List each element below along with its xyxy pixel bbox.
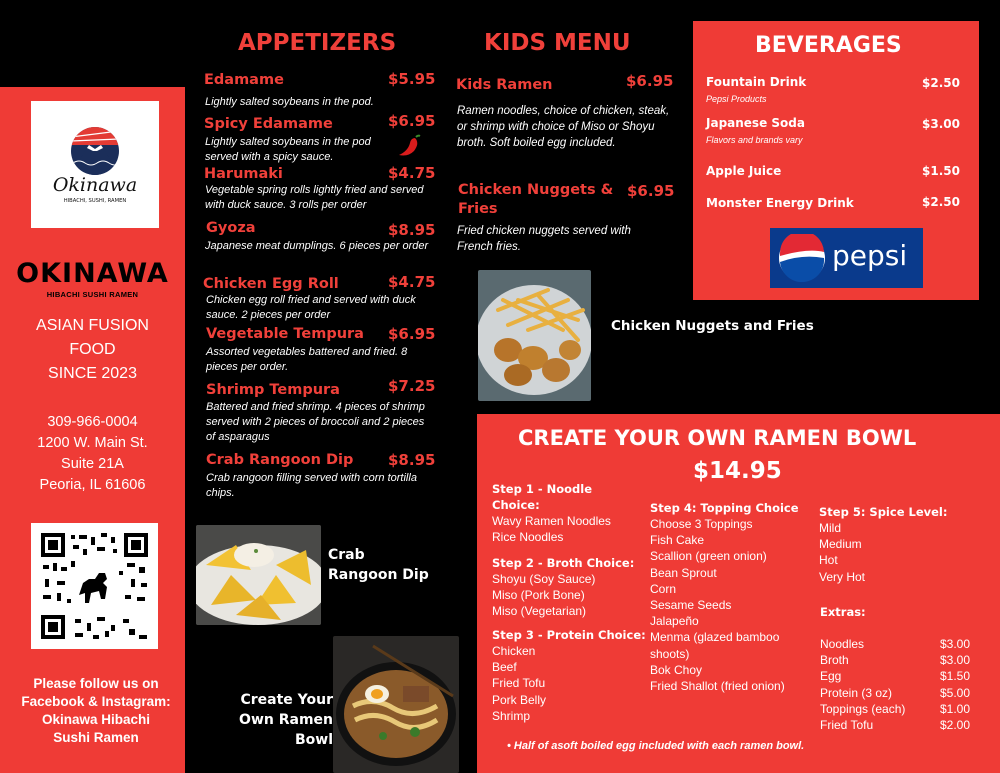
svg-text:HIBACHI, SUSHI, RAMEN: HIBACHI, SUSHI, RAMEN (63, 198, 127, 204)
option-item: Bok Choy (650, 662, 703, 677)
option-item: Sesame Seeds (650, 598, 732, 613)
menu-item-desc: Lightly salted soybeans in the pod served with a spicy sauce. (205, 136, 371, 163)
option-item: Corn (650, 581, 677, 596)
phone-number[interactable]: 309-966-0004 (47, 414, 138, 430)
step-title: Step 5: Spice Level: (819, 505, 948, 519)
beverage-name: Apple Juice (706, 164, 782, 178)
option-item: Very Hot (819, 569, 866, 584)
option-item: Miso (Vegetarian) (492, 604, 587, 619)
menu-item-price: $5.95 (388, 70, 436, 88)
pepsi-wordmark: pepsi (832, 239, 908, 272)
social-follow-text: Please follow us on Facebook & Instagram: Okinawa Hibachi Sushi Ramen (21, 676, 171, 745)
crab-rangoon-image (196, 525, 321, 625)
ramen-bowl-caption: Create Your Own Ramen Bowl (239, 692, 333, 748)
menu-item-name: Chicken Nuggets & Fries (458, 182, 614, 217)
menu-item-desc: Japanese meat dumplings. 6 pieces per order (205, 240, 429, 252)
option-item: Miso (Pork Bone) (492, 588, 585, 603)
extra-row: Toppings (each) $1.00 (820, 701, 970, 716)
pepsi-globe-icon (778, 234, 826, 282)
ramen-bowl-photo (333, 636, 459, 773)
crab-rangoon-photo (196, 525, 321, 625)
step-title: Step 1 - Noodle Choice: (492, 482, 592, 512)
menu-item-name: Shrimp Tempura (206, 382, 340, 398)
logo-icon (31, 101, 159, 228)
menu-item-desc: Vegetable spring rolls lightly fried and served with duck sauce. 3 rolls per order (205, 184, 424, 211)
option-item: Bean Sprout (650, 565, 717, 580)
menu-item-price: $6.95 (388, 325, 436, 343)
menu-item-price: $6.95 (627, 182, 675, 200)
menu-item-price: $6.95 (626, 72, 674, 90)
extra-row: Protein (3 oz) $5.00 (820, 685, 970, 700)
option-item: Choose 3 Toppings (650, 517, 753, 531)
beverages-title: BEVERAGES (755, 33, 902, 58)
extras-title: Extras: (820, 605, 866, 619)
menu-item-desc: Lightly salted soybeans in the pod. (205, 96, 374, 108)
beverage-note: Flavors and brands vary (706, 135, 803, 145)
extras-list (820, 636, 970, 733)
svg-text:Okinawa: Okinawa (52, 174, 138, 196)
step-5-spice (819, 504, 989, 585)
address-line: Suite 21A (61, 456, 124, 472)
brand-name: OKINAWA (16, 258, 169, 289)
option-item: Medium (819, 537, 862, 552)
option-item: Wavy Ramen Noodles (492, 514, 611, 528)
extra-row: Noodles $3.00 (820, 637, 970, 651)
menu-item-price: $6.95 (388, 112, 436, 130)
option-item: Fried Tofu (492, 676, 546, 691)
bullet-icon: • (507, 740, 514, 752)
option-item: Fish Cake (650, 533, 705, 548)
appetizers-title: APPETIZERS (238, 30, 397, 56)
chicken-nuggets-photo (478, 270, 591, 401)
extra-row: Fried Tofu $2.00 (820, 718, 970, 733)
menu-item-price: $8.95 (388, 221, 436, 239)
menu-item-desc: Battered and fried shrimp. 4 pieces of shrimp served with 2 pieces of broccoli and 2 pieces of asparagus (206, 401, 425, 443)
menu-item-desc: Fried chicken nuggets served with French fries. (457, 225, 631, 253)
menu-item-price: $4.75 (388, 273, 436, 291)
brand-subtitle: HIBACHI SUSHI RAMEN (46, 290, 139, 299)
menu-item-name: Kids Ramen (456, 77, 553, 93)
restaurant-logo (31, 101, 159, 228)
option-item: Pork Belly (492, 692, 547, 707)
beverage-name: Fountain Drink (706, 75, 807, 89)
menu-item-desc: Chicken egg roll fried and served with duck sauce. 2 pieces per order (206, 294, 416, 321)
option-item: Menma (glazed bamboo (650, 630, 780, 645)
menu-item-name: Harumaki (204, 166, 283, 182)
beverage-name: Monster Energy Drink (706, 196, 854, 210)
beverage-note: Pepsi Products (706, 94, 767, 104)
step-title: Step 4: Topping Choice (650, 501, 799, 515)
beverage-price: $1.50 (922, 164, 960, 178)
menu-item-name: Vegetable Tempura (206, 326, 364, 342)
option-item: Jalapeño (650, 614, 699, 629)
menu-item-name: Edamame (204, 72, 284, 88)
option-item: Rice Noodles (492, 530, 564, 545)
address-line: Peoria, IL 61606 (39, 477, 146, 493)
menu-item-desc: Crab rangoon filling served with corn tortilla chips. (206, 472, 417, 499)
menu-item-desc: Assorted vegetables battered and fried. 8 pieces per order. (206, 346, 408, 373)
beverage-price: $2.50 (922, 195, 960, 209)
pepsi-logo (770, 228, 923, 288)
extra-row: Broth $3.00 (820, 653, 970, 668)
option-item: Chicken (492, 644, 536, 658)
extra-row: Egg $1.50 (820, 669, 970, 684)
step-3-protein (492, 627, 652, 724)
menu-item-price: $8.95 (388, 451, 436, 469)
ramen-note: • Half of asoft boiled egg included with each ramen bowl. (507, 740, 805, 752)
tagline: ASIAN FUSION FOOD SINCE 2023 (36, 317, 149, 382)
step-1-noodle (492, 481, 642, 545)
menu-item-desc: Ramen noodles, choice of chicken, steak, or shrimp with choice of Miso or Shoyu broth. Soft boiled egg included. (457, 105, 670, 149)
menu-item-name: Gyoza (206, 220, 256, 236)
beverages-panel (693, 21, 979, 300)
menu-item-price: $7.25 (388, 377, 436, 395)
option-item: Fried Shallot (fried onion) (650, 679, 785, 694)
contact-info (0, 412, 185, 496)
step-title: Step 3 - Protein Choice: (492, 628, 646, 642)
step-2-broth (492, 555, 642, 620)
qr-code-icon (31, 523, 158, 649)
option-item: Mild (819, 521, 842, 535)
ramen-price: $14.95 (693, 458, 782, 484)
ramen-bowl-image (333, 636, 459, 773)
option-item: shoots) (650, 646, 690, 661)
beverage-name: Japanese Soda (706, 116, 805, 130)
address-line: 1200 W. Main St. (37, 435, 148, 451)
chicken-nuggets-image (478, 270, 591, 401)
menu-item-name: Spicy Edamame (204, 116, 333, 132)
option-item: Scallion (green onion) (650, 549, 767, 564)
qr-code[interactable] (31, 523, 158, 649)
chicken-nuggets-caption: Chicken Nuggets and Fries (611, 318, 814, 334)
step-4-toppings (650, 500, 820, 694)
option-item: Shrimp (492, 708, 531, 723)
crab-rangoon-caption: Crab Rangoon Dip (328, 547, 429, 583)
ramen-title: CREATE YOUR OWN RAMEN BOWL (518, 426, 917, 450)
ramen-builder-panel (477, 414, 1000, 773)
option-item: Shoyu (Soy Sauce) (492, 572, 596, 586)
kids-menu-title: KIDS MENU (484, 30, 631, 56)
option-item: Hot (819, 553, 838, 568)
step-title: Step 2 - Broth Choice: (492, 556, 635, 570)
beverage-price: $2.50 (922, 76, 960, 90)
chili-pepper-icon (396, 133, 422, 159)
beverage-price: $3.00 (922, 117, 960, 131)
option-item: Beef (492, 660, 517, 675)
menu-item-price: $4.75 (388, 164, 436, 182)
menu-item-name: Chicken Egg Roll (203, 276, 339, 292)
menu-item-name: Crab Rangoon Dip (206, 452, 354, 468)
